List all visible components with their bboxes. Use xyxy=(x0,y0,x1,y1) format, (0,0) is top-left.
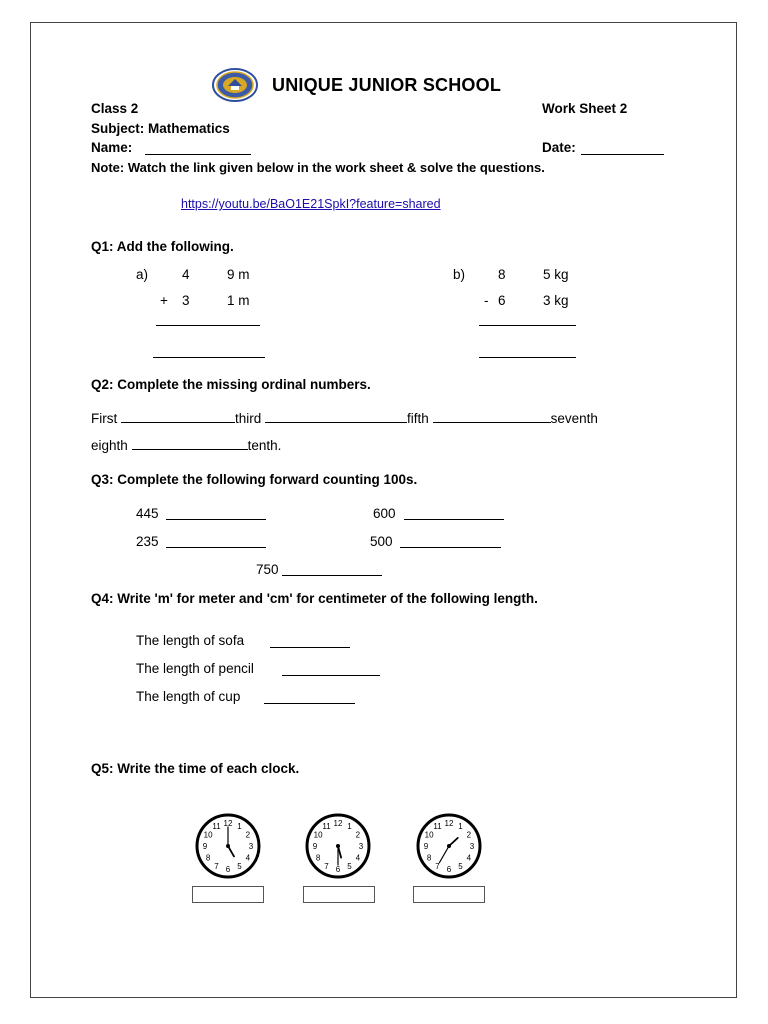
clock-number: 4 xyxy=(355,853,361,863)
clock-number: 11 xyxy=(322,822,331,832)
q1b-operator: - xyxy=(484,293,489,308)
clock-number: 12 xyxy=(333,819,343,828)
video-link[interactable]: https://youtu.be/BaO1E21SpkI?feature=shared xyxy=(181,197,441,211)
clock-number: 11 xyxy=(433,822,442,832)
school-logo-icon xyxy=(212,68,258,102)
q1a-operator: + xyxy=(160,293,168,308)
clock-number: 6 xyxy=(446,865,452,874)
q2-title: Q2: Complete the missing ordinal numbers. xyxy=(91,377,371,392)
clock-number: 2 xyxy=(466,830,472,840)
ordinal-blank-ninth[interactable] xyxy=(132,438,248,450)
q1b-sum-line xyxy=(479,325,576,326)
q1a-sum-line xyxy=(156,325,260,326)
q1a-label: a) xyxy=(136,267,149,282)
clock-center xyxy=(226,844,230,848)
ordinal-tenth: tenth. xyxy=(247,438,282,453)
q3-number-600: 600 xyxy=(373,506,396,521)
clock-number: 1 xyxy=(347,822,352,832)
clock-2-icon xyxy=(298,812,378,880)
q1-title: Q1: Add the following. xyxy=(91,239,234,254)
ordinal-eighth: eighth xyxy=(91,438,128,453)
clock-number: 8 xyxy=(315,853,321,863)
clock-number: 3 xyxy=(358,842,364,851)
ordinal-blank-sixth[interactable] xyxy=(433,411,551,423)
clock-number: 10 xyxy=(313,830,323,840)
subject-label: Subject: Mathematics xyxy=(91,121,230,136)
clock-number: 12 xyxy=(223,819,233,828)
q1b-bottom-tens: 6 xyxy=(498,293,506,308)
clock-1-answer-box[interactable] xyxy=(192,886,264,903)
class-label: Class 2 xyxy=(91,101,139,116)
clock-3-answer-box[interactable] xyxy=(413,886,485,903)
clock-number: 7 xyxy=(214,861,219,871)
q1a-top-tens: 4 xyxy=(182,267,190,282)
clock-number: 8 xyxy=(426,853,432,863)
clock-number: 5 xyxy=(237,861,242,871)
q1a-bottom-ones: 1 m xyxy=(227,293,250,308)
q5-title: Q5: Write the time of each clock. xyxy=(91,761,300,776)
ordinal-first: First xyxy=(91,411,118,426)
ordinal-fifth: fifth xyxy=(407,411,429,426)
clock-number: 10 xyxy=(424,830,434,840)
clock-number: 2 xyxy=(355,830,361,840)
worksheet-label: Work Sheet 2 xyxy=(542,101,628,116)
clock-number: 9 xyxy=(423,842,429,851)
clock-number: 1 xyxy=(458,822,463,832)
q1a-answer-line[interactable] xyxy=(153,357,265,358)
q3-blank-1[interactable] xyxy=(166,519,266,520)
clock-number: 8 xyxy=(205,853,211,863)
q3-number-445: 445 xyxy=(136,506,159,521)
clock-number: 4 xyxy=(466,853,472,863)
q2-line-1 xyxy=(91,411,598,426)
ordinal-blank-second[interactable] xyxy=(121,411,235,423)
q3-blank-5[interactable] xyxy=(282,575,382,576)
q4-title: Q4: Write 'm' for meter and 'cm' for centimeter of the following length. xyxy=(91,591,538,606)
name-blank[interactable] xyxy=(145,154,251,155)
q3-blank-2[interactable] xyxy=(404,519,504,520)
clock-number: 3 xyxy=(469,842,475,851)
q3-number-500: 500 xyxy=(370,534,393,549)
q3-number-235: 235 xyxy=(136,534,159,549)
clock-center xyxy=(336,844,340,848)
q1a-bottom-tens: 3 xyxy=(182,293,190,308)
clock-3-icon xyxy=(409,812,489,880)
clock-number: 9 xyxy=(312,842,318,851)
q1a-top-ones: 9 m xyxy=(227,267,250,282)
q3-number-750: 750 xyxy=(256,562,279,577)
date-blank[interactable] xyxy=(581,154,664,155)
q4-item-pencil: The length of pencil xyxy=(136,661,254,676)
clock-number: 7 xyxy=(324,861,329,871)
q1b-label: b) xyxy=(453,267,466,282)
clock-number: 4 xyxy=(245,853,251,863)
q1b-answer-line[interactable] xyxy=(479,357,576,358)
name-label: Name: xyxy=(91,140,133,155)
clock-number: 11 xyxy=(212,822,221,832)
note-text: Note: Watch the link given below in the work sheet & solve the questions. xyxy=(91,160,545,175)
q1b-top-tens: 8 xyxy=(498,267,506,282)
q3-blank-4[interactable] xyxy=(400,547,501,548)
clock-number: 9 xyxy=(202,842,208,851)
q4-blank-sofa[interactable] xyxy=(270,647,350,648)
clock-number: 1 xyxy=(237,822,242,832)
clock-2-answer-box[interactable] xyxy=(303,886,375,903)
q4-blank-pencil[interactable] xyxy=(282,675,380,676)
q2-line-2 xyxy=(91,438,281,453)
clock-number: 7 xyxy=(435,861,440,871)
clock-number: 5 xyxy=(347,861,352,871)
q4-item-sofa: The length of sofa xyxy=(136,633,245,648)
clock-center xyxy=(447,844,451,848)
q4-blank-cup[interactable] xyxy=(264,703,355,704)
clock-number: 12 xyxy=(444,819,454,828)
clock-number: 2 xyxy=(245,830,251,840)
ordinal-seventh: seventh xyxy=(550,411,598,426)
clock-1-icon xyxy=(188,812,268,880)
q1b-bottom-ones: 3 kg xyxy=(543,293,569,308)
q3-title: Q3: Complete the following forward counting 100s. xyxy=(91,472,418,487)
q1b-top-ones: 5 kg xyxy=(543,267,569,282)
date-label: Date: xyxy=(542,140,576,155)
clock-number: 3 xyxy=(248,842,254,851)
q3-blank-3[interactable] xyxy=(166,547,266,548)
clock-number: 5 xyxy=(458,861,463,871)
ordinal-blank-fourth[interactable] xyxy=(265,411,407,423)
clock-number: 6 xyxy=(335,865,341,874)
clock-number: 10 xyxy=(203,830,213,840)
q4-item-cup: The length of cup xyxy=(136,689,241,704)
clock-number: 6 xyxy=(225,865,231,874)
ordinal-third: third xyxy=(235,411,262,426)
school-name: UNIQUE JUNIOR SCHOOL xyxy=(272,75,502,95)
